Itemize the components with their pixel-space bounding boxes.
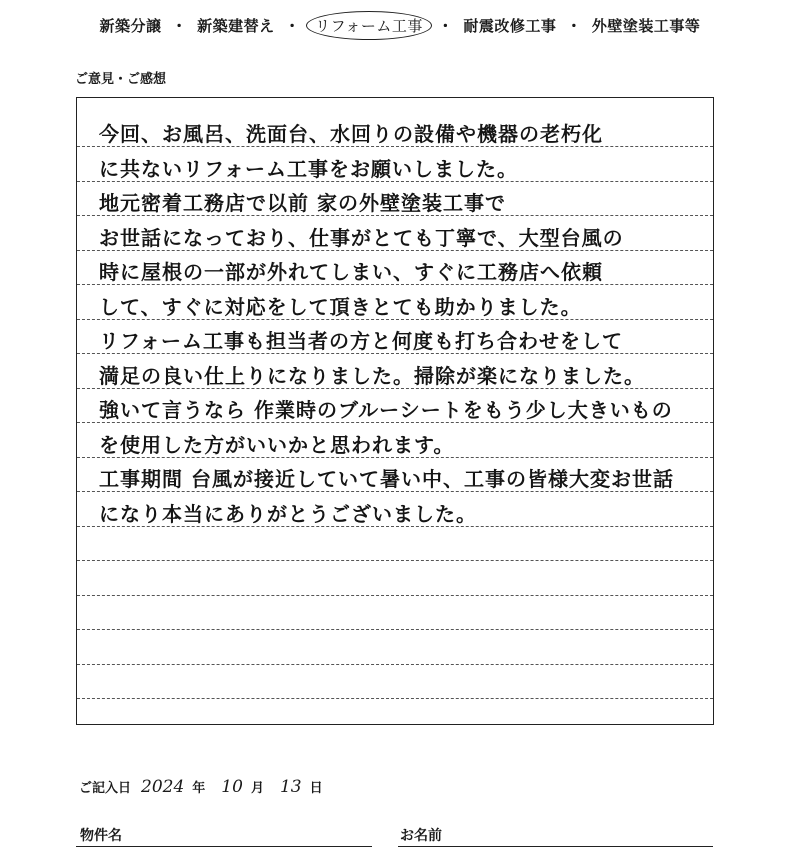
feedback-box: [76, 97, 714, 725]
handwritten-line: お世話になっており、仕事がとても丁寧で、大型台風の: [99, 225, 624, 250]
date-month: 10: [221, 777, 243, 797]
date-month-unit: 月: [250, 781, 264, 796]
feedback-label: ご意見・ご感想: [75, 72, 167, 87]
property-underline: [76, 846, 372, 847]
date-label: ご記入日: [79, 781, 132, 796]
date-day: 13: [279, 777, 302, 797]
handwritten-line: 満足の良い仕上りになりました。掃除が楽になりました。: [99, 363, 645, 388]
category-header: [0, 10, 800, 40]
handwritten-line: リフォーム工事も担当者の方と何度も打ち合わせをして: [99, 329, 623, 353]
category-separator: ・: [171, 16, 188, 35]
category-rebuild: 新築建替え: [197, 16, 275, 35]
handwritten-line: 時に屋根の一部が外れてしまい、すぐに工務店へ依頼: [99, 260, 603, 284]
category-separator: ・: [566, 16, 582, 35]
handwritten-line: 今回、お風呂、洗面台、水回りの設備や機器の老朽化: [99, 122, 603, 146]
entry-date: [79, 777, 329, 797]
handwritten-line: 工事期間 台風が接近していて暑い中、工事の皆様大変お世話: [99, 467, 674, 491]
ruled-line: [77, 629, 713, 630]
ruled-line: [77, 664, 713, 665]
handwritten-line: 地元密着工務店で以前 家の外壁塗装工事で: [99, 191, 506, 215]
handwritten-line: して、すぐに対応をして頂きとても助かりました。: [99, 294, 582, 319]
date-year: 2024: [141, 777, 185, 797]
category-reform-selected: リフォーム工事: [306, 11, 432, 40]
handwritten-line: 強いて言うなら 作業時のブルーシートをもう少し大きいもの: [99, 398, 673, 422]
date-day-unit: 日: [309, 781, 323, 796]
ruled-line: [77, 560, 713, 561]
category-new-build-sale: 新築分譲: [99, 16, 162, 35]
date-year-unit: 年: [192, 781, 206, 796]
ruled-line: [77, 595, 713, 596]
category-seismic-retrofit: 耐震改修工事: [463, 16, 557, 35]
property-label: 物件名: [80, 828, 122, 844]
category-exterior-painting: 外壁塗装工事等: [591, 16, 701, 35]
category-separator: ・: [284, 16, 301, 35]
name-underline: [398, 846, 713, 847]
handwritten-line: になり本当にありがとうございました。: [99, 501, 477, 526]
handwritten-line: に共ないリフォーム工事をお願いしました。: [99, 156, 518, 181]
ruled-line: [77, 698, 713, 699]
handwritten-line: を使用した方がいいかと思われます。: [99, 432, 455, 457]
name-label: お名前: [400, 828, 442, 844]
category-separator: ・: [437, 16, 454, 35]
